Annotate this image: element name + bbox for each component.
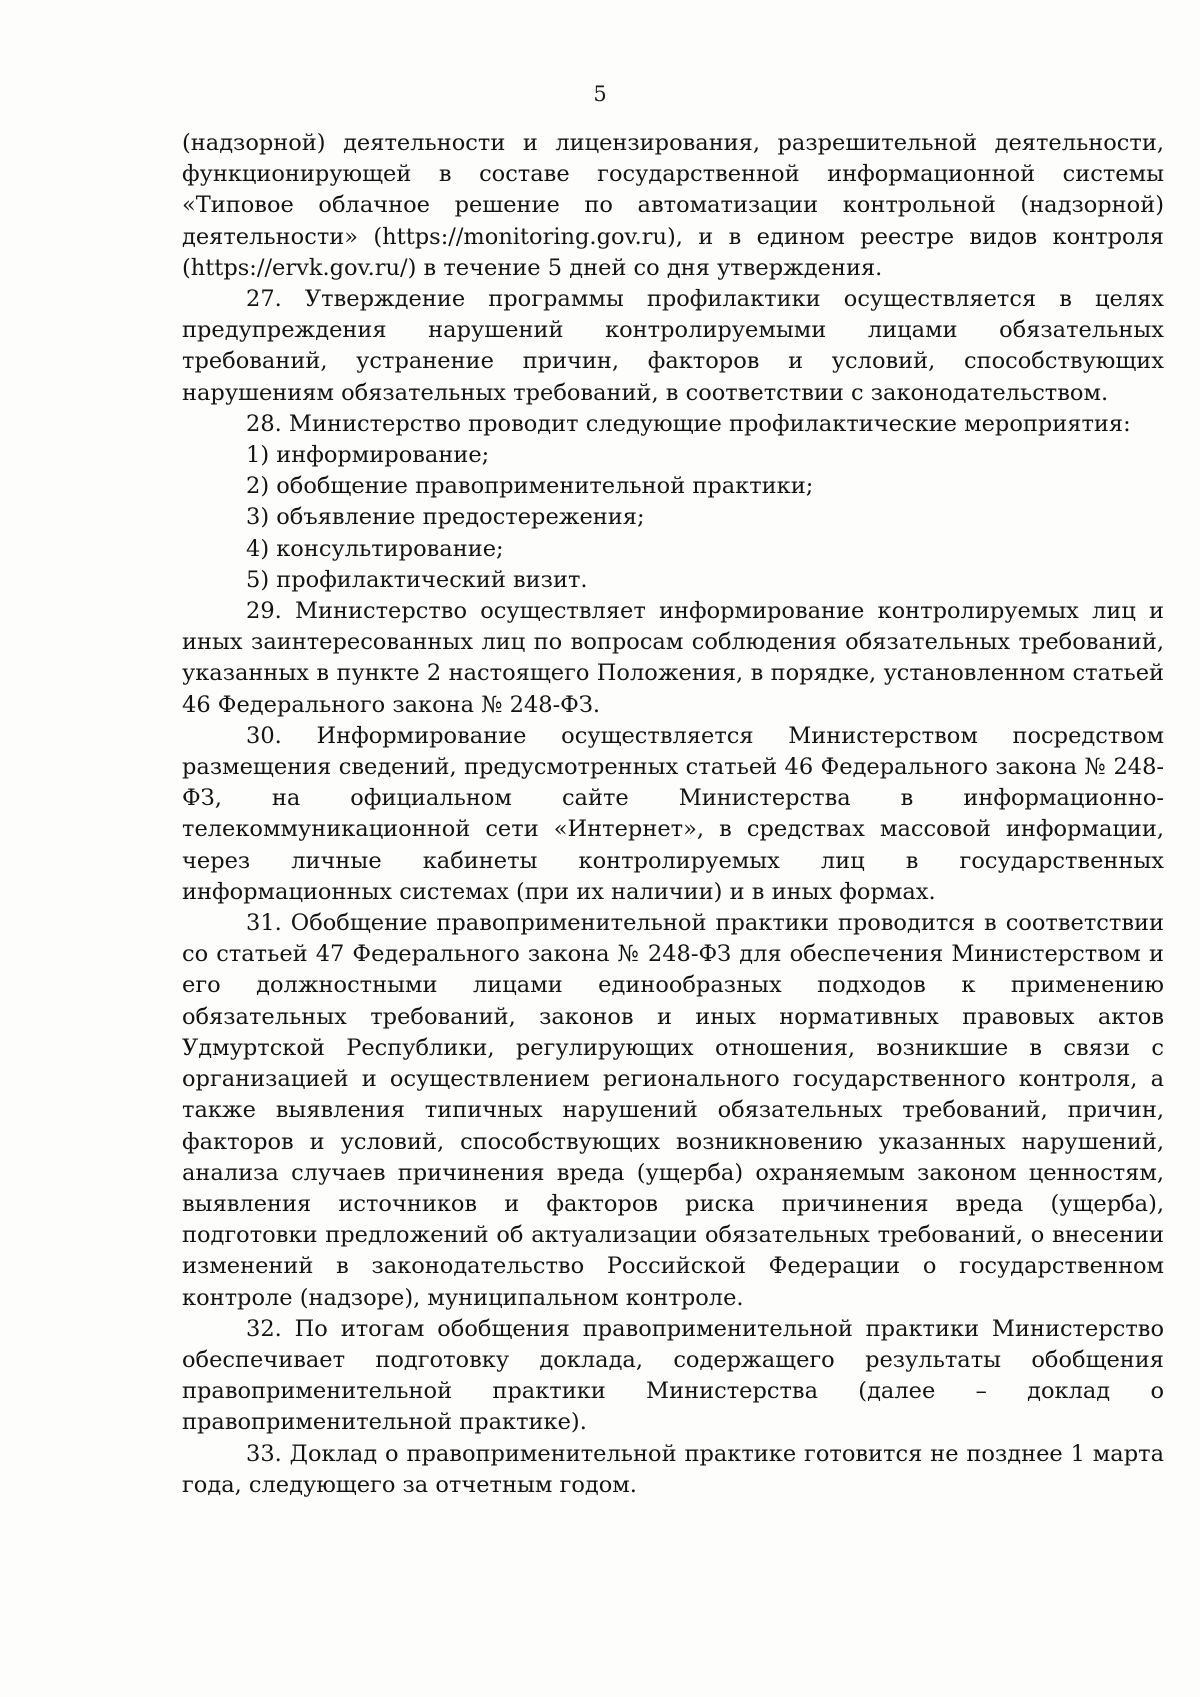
list-item-1: 1) информирование;	[246, 442, 490, 469]
list-item-5: 5) профилактический визит.	[246, 566, 588, 593]
paragraph-30: 30. Информирование осуществляется Министерством посредством размещения сведений, предусмотренных статьей 46 Федерального закона № 248-ФЗ, на официальном сайте Министерства в информационно-телекоммуникационной сети «Интернет», в средствах массовой информации, через личные кабинеты контролируемых лиц в государственных информационных системах (при их наличии) и в иных формах.	[182, 722, 1164, 905]
paragraph-32: 32. По итогам обобщения правоприменительной практики Министерство обеспечивает подготовку доклада, содержащего результаты обобщения правоприменительной практики Министерства (далее – доклад о правоприменительной практике).	[182, 1315, 1164, 1436]
paragraph-33: 33. Доклад о правоприменительной практике готовится не позднее 1 марта года, следующего за отчетным годом.	[182, 1440, 1164, 1498]
list-item-2: 2) обобщение правоприменительной практики;	[246, 473, 814, 500]
page-number: 5	[593, 82, 607, 106]
paragraph-continuation: (надзорной) деятельности и лицензирования, разрешительной деятельности, функционирующей в составе государственной информационной системы «Типовое облачное решение по автоматизации контрольной (надзорной) деятельности» (https://monitoring.gov.ru), и в едином реестре видов контроля (https://ervk.gov.ru/) в течение 5 дней со дня утверждения.	[182, 130, 1164, 281]
document-body	[182, 128, 1164, 1501]
paragraph-27: 27. Утверждение программы профилактики осуществляется в целях предупреждения нарушений контролируемыми лицами обязательных требований, устранение причин, факторов и условий, способствующих нарушениям обязательных требований, в соответствии с законодательством.	[182, 286, 1164, 406]
paragraph-31: 31. Обобщение правоприменительной практики проводится в соответствии со статьей 47 Федерального закона № 248-ФЗ для обеспечения Министерством и его должностными лицами единообразных подходов к применению обязательных требований, законов и иных нормативных правовых актов Удмуртской Республики, регулирующих отношения, возникшие в связи с организацией и осуществлением регионального государственного контроля, а также выявления типичных нарушений обязательных требований, причин, факторов и условий, способствующих возникновению указанных нарушений, анализа случаев причинения вреда (ущерба) охраняемым законом ценностям, выявления источников и факторов риска причинения вреда (ущерба), подготовки предложений об актуализации обязательных требований, о внесении изменений в законодательство Российской Федерации о государственном контроле (надзоре), муниципальном контроле.	[182, 910, 1164, 1311]
paragraph-28: 28. Министерство проводит следующие профилактические мероприятия:	[246, 410, 1131, 437]
list-item-3: 3) объявление предостережения;	[246, 504, 645, 531]
list-item-4: 4) консультирование;	[246, 535, 504, 562]
paragraph-29: 29. Министерство осуществляет информирование контролируемых лиц и иных заинтересованных лиц по вопросам соблюдения обязательных требований, указанных в пункте 2 настоящего Положения, в порядке, установленном статьей 46 Федерального закона № 248-ФЗ.	[182, 598, 1164, 718]
